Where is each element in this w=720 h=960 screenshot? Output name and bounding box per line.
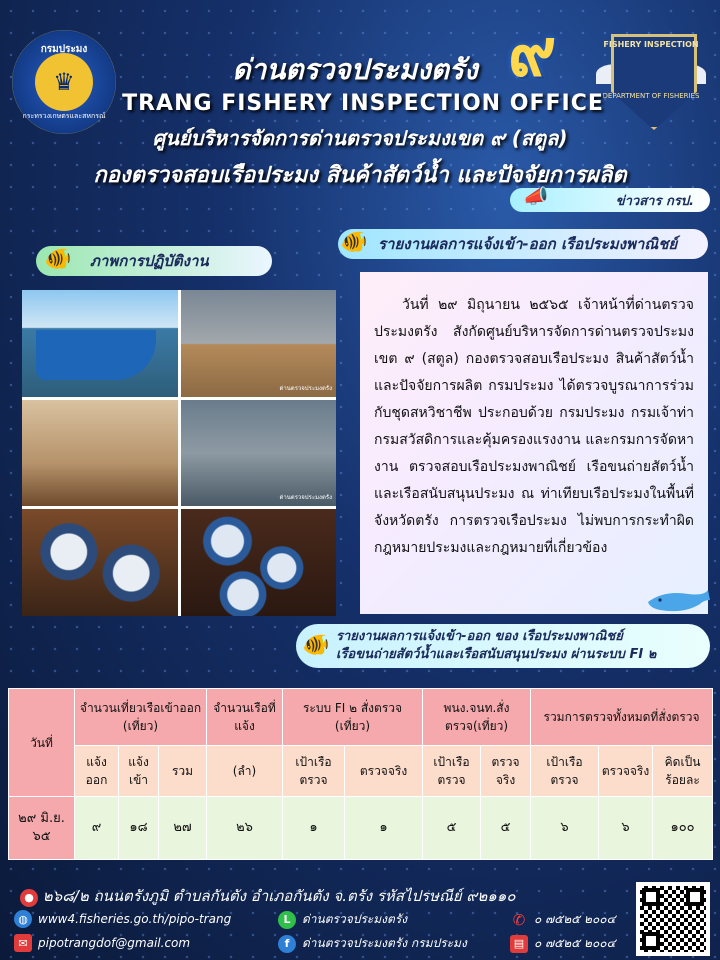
cell-total-actual: ๖ [599,797,653,860]
sub-total-target: เป้าเรือตรวจ [531,746,599,797]
website-link[interactable]: www4.fisheries.go.th/pipo-trang [38,912,232,926]
header-fi2: ระบบ FI ๒ สั่งตรวจ (เที่ยว) [283,689,423,746]
sub-unit: (ลำ) [207,746,283,797]
qr-eye [642,932,660,950]
phone-icon: ✆ [512,910,526,929]
photo-catch-baskets [22,509,178,616]
activity-photo-grid [22,290,336,616]
photo-inspection-team [181,400,337,507]
sub-out: แจ้งออก [75,746,119,797]
sub-fi2-target: เป้าเรือตรวจ [283,746,345,797]
photo-watermark: ด่านตรวจประมงตรัง [279,384,332,392]
emblem-icon: ♛ [35,53,93,111]
cell-in: ๑๘ [119,797,159,860]
fish-icon: 🐠 [302,633,330,658]
megaphone-icon: 📣 [522,184,547,208]
subtitle-center: ศูนย์บริหารจัดการด่านตรวจประมงเขต ๙ (สตูล) [152,126,568,150]
fish-icon: 🐠 [44,247,72,272]
sub-percent: คิดเป็นร้อยละ [653,746,713,797]
fi2-report-line-2: เรือขนถ่ายสัตว์น้ำและเรือสนับสนุนประมง ผ่านระบบ FI ๒ [336,647,657,662]
cell-total-target: ๖ [531,797,599,860]
header-officer: พนง.จนท.สั่งตรวจ(เที่ยว) [423,689,531,746]
sub-fi2-actual: ตรวจจริง [345,746,423,797]
email-row[interactable] [14,934,190,952]
header-trips: จำนวนเที่ยวเรือเข้าออก (เที่ยว) [75,689,207,746]
cell-fi2-target: ๑ [283,797,345,860]
fax-icon: ▤ [510,935,528,953]
fishery-inspection-logo [596,34,706,124]
line-name[interactable]: ด่านตรวจประมงตรัง [302,912,408,926]
qr-code[interactable] [636,882,710,956]
photo-document-check [22,400,178,507]
subtitle-division: กองตรวจสอบเรือประมง สินค้าสัตว์น้ำ และปัจจัยการผลิต [93,163,627,188]
facebook-row[interactable] [278,934,467,953]
website-row[interactable] [14,910,231,928]
email-link[interactable]: pipotrangdof@gmail.com [38,936,191,950]
report-label-text: รายงานผลการแจ้งเข้า-ออก เรือประมงพาณิชย์ [378,235,678,253]
inspection-summary-table [8,688,713,860]
qr-eye [642,888,660,906]
sub-in: แจ้งเข้า [119,746,159,797]
photo-crew-lineup [181,290,337,397]
header-total: รวมการตรวจทั้งหมดที่สั่งตรวจ [531,689,713,746]
line-row[interactable] [278,910,407,929]
map-pin-icon: ● [20,889,38,907]
fax-row[interactable] [510,934,616,953]
globe-icon: ◍ [14,910,32,928]
news-badge [510,184,710,212]
header-boats: จำนวนเรือที่แจ้ง [207,689,283,746]
logo-right-top-text: FISHERY INSPECTION [603,40,699,49]
mail-icon: ✉ [14,934,32,952]
fax-number[interactable]: ๐ ๗๕๒๕ ๒๐๐๔ [534,936,616,950]
cell-sum: ๒๗ [159,797,207,860]
fi2-report-line-1: รายงานผลการแจ้งเข้า-ออก ของ เรือประมงพาณิชย์ [336,629,623,644]
cell-fi2-actual: ๑ [345,797,423,860]
address-row [20,884,516,908]
table-row [9,797,713,860]
title-english: TRANG FISHERY INSPECTION OFFICE [122,91,604,116]
fi2-report-label [296,624,710,668]
department-of-fisheries-logo [12,30,116,134]
facebook-icon: f [278,935,296,953]
sub-sum: รวม [159,746,207,797]
cell-date: ๒๙ มิ.ย. ๖๕ [9,797,75,860]
cell-officer-actual: ๕ [481,797,531,860]
logo-left-top-text: กรมประมง [40,44,88,55]
cell-out: ๙ [75,797,119,860]
zone-number: ๙ [508,13,557,91]
table-header-row [9,689,713,746]
facebook-name[interactable]: ด่านตรวจประมงตรัง กรมประมง [302,936,467,950]
phone-row[interactable] [510,910,616,929]
cell-boats: ๒๖ [207,797,283,860]
phone-number[interactable]: ๐ ๗๕๒๕ ๒๐๐๔ [534,912,616,926]
address-text: ๒๖๘/๒ ถนนตรังภูมิ ตำบลกันตัง อำเภอกันตัง จ.ตรัง รหัสไปรษณีย์ ๙๒๑๑๐ [42,887,516,905]
report-section-label [338,229,708,259]
sub-officer-actual: ตรวจจริง [481,746,531,797]
header-date: วันที่ [9,689,75,797]
news-label: ข่าวสาร กรป. [615,193,694,209]
title-thai: ด่านตรวจประมงตรัง [232,53,478,86]
fish-icon: 🐠 [340,230,368,255]
photo-fishing-boat [22,290,178,397]
activity-label-text: ภาพการปฏิบัติงาน [90,252,209,270]
cell-officer-target: ๕ [423,797,481,860]
logo-left-bottom-text: กระทรวงเกษตรและสหกรณ์ [22,112,106,120]
qr-eye [686,888,704,906]
photo-watermark: ด่านตรวจประมงตรัง [279,494,332,502]
report-body-text: วันที่ ๒๙ มิถุนายน ๒๕๖๕ เจ้าหน้าที่ด่านตรวจประมงตรัง สังกัดศูนย์บริหารจัดการด่านตรวจประมง เขต ๙ (สตูล) กองตรวจสอบเรือประมง สินค้าสัตว์น้ำ และปัจจัยการผลิต กรมประมง ได้ตรวจบูรณาการร่วมกับชุดสหวิชาชีพ ประกอบด้วย กรมประมง กรมเจ้าท่า กรมสวัสดิการและคุ้มครองแรงงาน และกรมการจัดหางาน ตรวจสอบเรือประมงพาณิชย์ เรือขนถ่ายสัตว์น้ำและเรือสนับสนุนประมง ณ ท่าเทียบเรือประมงในพื้นที่จังหวัดตรัง การตรวจเรือประมง ไม่พบการกระทำผิดกฎหมายประมงและกฎหมายที่เกี่ยวข้อง [360,272,708,614]
sub-officer-target: เป้าเรือตรวจ [423,746,481,797]
logo-right-bottom-text: DEPARTMENT OF FISHERIES [602,92,700,100]
table-subheader-row [9,746,713,797]
cell-percent: ๑๐๐ [653,797,713,860]
line-icon: L [278,911,296,929]
contact-footer [0,874,720,960]
whale-icon [644,586,712,614]
sub-total-actual: ตรวจจริง [599,746,653,797]
photo-hold-inspection [181,509,337,616]
